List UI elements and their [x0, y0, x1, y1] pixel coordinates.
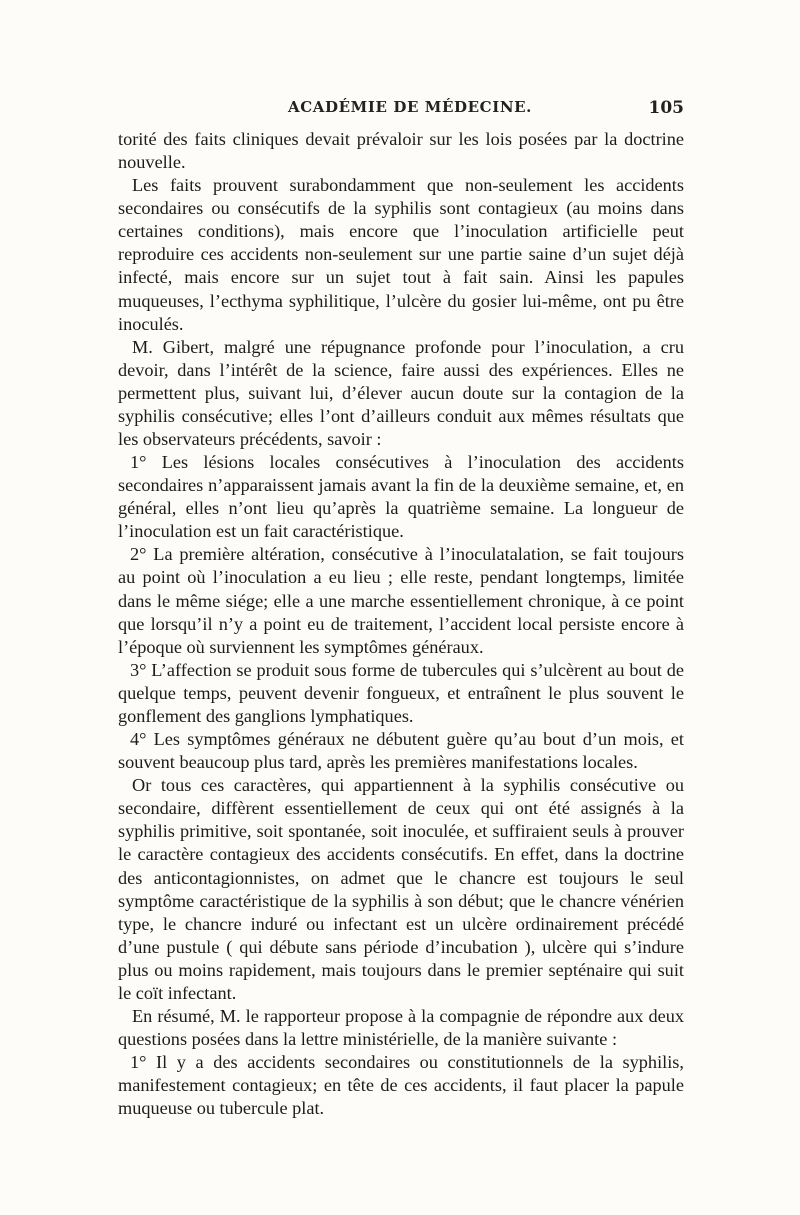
numbered-item-2: 2° La première altération, consécutive à l’inoculatalation, se fait toujours au point où l’inoculation a eu lieu ; elle reste, pendant longtemps, limitée dans le même siége; elle a une marche essentiellement chronique, à ce point que lorsqu’il n’y a point eu de traitement, l’accident local persiste encore à l’époque où surviennent les symptômes généraux. — [118, 544, 684, 657]
paragraph-continuation: torité des faits cliniques devait prévaloir sur les lois posées par la doctrine nouvelle. — [118, 129, 684, 173]
body-text — [118, 128, 684, 1120]
running-title: ACADÉMIE DE MÉDECINE. — [288, 98, 532, 116]
paragraph-gibert: M. Gibert, malgré une répugnance profonde pour l’inoculation, a cru devoir, dans l’intérêt de la science, faire aussi des expériences. Elles ne permettent plus, suivant lui, d’élever aucun doute sur la contagion de la syphilis consécutive; elles l’ont d’ailleurs conduit aux mêmes résultats que les observateurs précédents, savoir : — [118, 336, 684, 450]
paragraph-characters: Or tous ces caractères, qui appartiennent à la syphilis consécutive ou secondaire, diffèrent essentiellement de ceux qui ont été assignés à la syphilis primitive, soit spontanée, soit inoculée, et suffiraient seuls à prouver le caractère contagieux des accidents consécutifs. En effet, dans la doctrine des anticontagionnistes, on admet que le chancre est toujours le seul symptôme caractéristique de la syphilis à son début; que le chancre vénérien type, le chancre induré ou infectant est un ulcère ordinairement précédé d’une pustule ( qui débute sans période d’incubation ), ulcère qui s’indure plus ou moins rapidement, mais toujours dans le premier septénaire qui suit le coït infectant. — [118, 775, 684, 1003]
numbered-item-1: 1° Les lésions locales consécutives à l’inoculation des accidents secondaires n’apparaissent jamais avant la fin de la deuxième semaine, et, en général, elles n’ont lieu qu’après la quatrième semaine. La longueur de l’inoculation est un fait caractéristique. — [118, 452, 684, 542]
numbered-item-4: 4° Les symptômes généraux ne débutent guère qu’au bout d’un mois, et souvent beaucoup plus tard, après les premières manifestations locales. — [118, 729, 684, 773]
page-number: 105 — [648, 98, 684, 118]
numbered-item-3: 3° L’affection se produit sous forme de tubercules qui s’ulcèrent au bout de quelque temps, peuvent devenir fongueux, et entraînent le plus souvent le gonflement des ganglions lymphatiques. — [118, 659, 684, 726]
conclusion-item-1: 1° Il y a des accidents secondaires ou constitutionnels de la syphilis, manifestement contagieux; en tête de ces accidents, il faut placer la papule muqueuse ou tubercule plat. — [118, 1052, 684, 1119]
page-header — [118, 98, 684, 124]
paragraph-facts: Les faits prouvent surabondamment que non-seulement les accidents secondaires ou consécutifs de la syphilis sont contagieux (au moins dans certaines conditions), mais encore que l’inoculation artificielle peut reproduire ces accidents non-seulement sur une partie saine d’un sujet déjà infecté, mais encore sur un sujet tout à fait sain. Ainsi les papules muqueuses, l’ecthyma syphilitique, l’ulcère du gosier lui-même, ont pu être inoculés. — [118, 175, 684, 334]
paragraph-summary: En résumé, M. le rapporteur propose à la compagnie de répondre aux deux questions posées dans la lettre ministérielle, de la manière suivante : — [118, 1005, 684, 1050]
